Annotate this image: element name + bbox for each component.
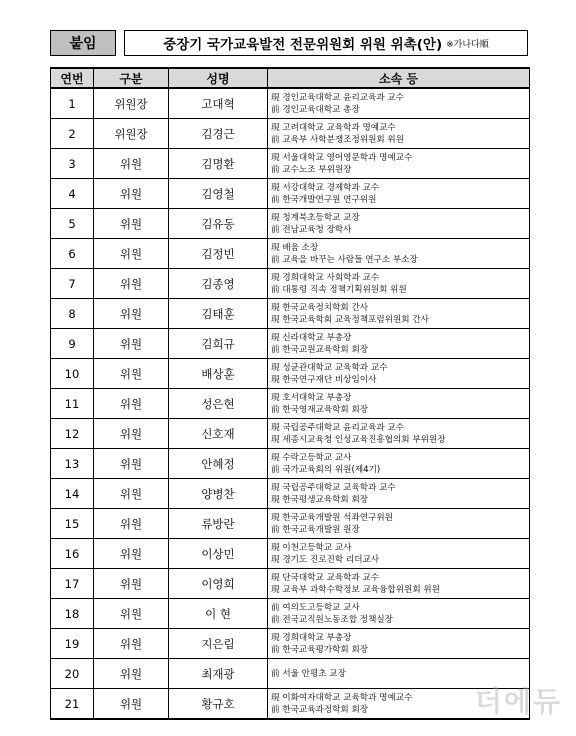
affiliation-line: 現 서울대학교 영어영문학과 명예교수 (271, 152, 413, 163)
cell-affiliation (268, 269, 530, 299)
cell-affiliation (268, 539, 530, 569)
document-title-box (124, 30, 528, 56)
cell-no: 6 (51, 239, 94, 269)
affiliation-line: 現 호서대학교 부총장 (271, 392, 352, 403)
affiliation-line: 現 교육부 과학수학정보 교육융합위원회 위원 (271, 584, 440, 595)
affiliation-line: 現 국립공주대학교 교육학과 교수 (271, 482, 396, 493)
cell-name: 김정빈 (169, 239, 268, 269)
attachment-badge: 붙임 (50, 30, 116, 56)
cell-no: 3 (51, 149, 94, 179)
cell-role: 위원 (94, 329, 169, 359)
table-row (51, 629, 530, 659)
table-row (51, 389, 530, 419)
cell-affiliation (268, 329, 530, 359)
cell-name: 고대혁 (169, 88, 268, 119)
cell-role: 위원 (94, 689, 169, 720)
table-body (51, 88, 530, 719)
affiliation-line: 現 세종시교육청 인성교육진흥협의회 부위원장 (271, 434, 446, 445)
column-header-name: 성명 (169, 68, 268, 88)
cell-no: 2 (51, 119, 94, 149)
affiliation-line: 前 한국교육평가학회 회장 (271, 644, 369, 655)
table-row (51, 239, 530, 269)
cell-no: 8 (51, 299, 94, 329)
affiliation-line: 現 고려대학교 교육학과 명예교수 (271, 122, 396, 133)
cell-role: 위원 (94, 239, 169, 269)
cell-affiliation (268, 149, 530, 179)
affiliation-line: 前 전남교육청 장학사 (271, 224, 352, 235)
cell-name: 지은림 (169, 629, 268, 659)
table-row (51, 479, 530, 509)
affiliation-line: 現 배움 소장 (271, 242, 319, 253)
cell-name: 양병찬 (169, 479, 268, 509)
cell-name: 김영철 (169, 179, 268, 209)
affiliation-line: 現 한국연구재단 비상임이사 (271, 374, 377, 385)
cell-no: 9 (51, 329, 94, 359)
affiliation-line: 現 청계북초등학교 교장 (271, 212, 360, 223)
committee-roster-table (50, 67, 530, 720)
table-row (51, 119, 530, 149)
affiliation-line: 前 국가교육회의 위원(제4기) (271, 464, 381, 475)
cell-no: 13 (51, 449, 94, 479)
column-header-no: 연번 (51, 68, 94, 88)
table-header-row (51, 68, 530, 88)
affiliation-line: 現 성균관대학교 교육학과 교수 (271, 362, 388, 373)
cell-affiliation (268, 509, 530, 539)
table-row (51, 689, 530, 720)
affiliation-line: 現 경기도 진로진학 리더교사 (271, 554, 380, 565)
cell-name: 류방란 (169, 509, 268, 539)
cell-name: 김종영 (169, 269, 268, 299)
table-row (51, 88, 530, 119)
table-row (51, 269, 530, 299)
cell-no: 11 (51, 389, 94, 419)
cell-affiliation (268, 389, 530, 419)
cell-name: 배상훈 (169, 359, 268, 389)
affiliation-line: 現 단국대학교 교육학과 교수 (271, 572, 380, 583)
cell-affiliation (268, 119, 530, 149)
table-row (51, 329, 530, 359)
affiliation-line: 前 경인교육대학교 총장 (271, 104, 360, 115)
cell-role: 위원 (94, 269, 169, 299)
cell-name: 김유동 (169, 209, 268, 239)
cell-name: 안혜정 (169, 449, 268, 479)
cell-no: 4 (51, 179, 94, 209)
affiliation-line: 前 교육을 바꾸는 사람들 연구소 부소장 (271, 254, 418, 265)
watermark-logo: 더에듀 (474, 685, 562, 718)
cell-role: 위원 (94, 629, 169, 659)
document-title: 중장기 국가교육발전 전문위원회 위원 위촉(안) (163, 37, 443, 53)
cell-affiliation (268, 419, 530, 449)
table-row (51, 449, 530, 479)
column-header-affiliation: 소속 등 (268, 68, 530, 88)
table-row (51, 599, 530, 629)
cell-name: 김명환 (169, 149, 268, 179)
cell-affiliation (268, 359, 530, 389)
table-row (51, 659, 530, 689)
cell-role: 위원 (94, 179, 169, 209)
affiliation-line: 前 한국개발연구원 연구위원 (271, 194, 377, 205)
affiliation-line: 前 전국교직원노동조합 정책실장 (271, 614, 393, 625)
affiliation-line: 現 국립공주대학교 윤리교육과 교수 (271, 422, 405, 433)
table-row (51, 209, 530, 239)
cell-role: 위원 (94, 599, 169, 629)
affiliation-line: 前 여의도고등학교 교사 (271, 602, 360, 613)
cell-no: 5 (51, 209, 94, 239)
cell-affiliation (268, 209, 530, 239)
table-row (51, 539, 530, 569)
cell-name: 김희규 (169, 329, 268, 359)
cell-role: 위원 (94, 449, 169, 479)
affiliation-line: 現 한국평생교육학회 회장 (271, 494, 369, 505)
cell-affiliation (268, 629, 530, 659)
cell-name: 성은현 (169, 389, 268, 419)
affiliation-line: 前 교육부 사학분쟁조정위원회 위원 (271, 134, 405, 145)
cell-role: 위원 (94, 389, 169, 419)
cell-role: 위원 (94, 479, 169, 509)
cell-role: 위원 (94, 659, 169, 689)
affiliation-line: 現 한국교육학회 교육정책포럼위원회 간사 (271, 314, 429, 325)
cell-name: 이 현 (169, 599, 268, 629)
cell-no: 12 (51, 419, 94, 449)
affiliation-line: 現 한국교육개발원 석좌연구위원 (271, 512, 393, 523)
affiliation-line: 前 한국영재교육학회 회장 (271, 404, 369, 415)
table-row (51, 359, 530, 389)
cell-affiliation (268, 299, 530, 329)
cell-no: 10 (51, 359, 94, 389)
cell-name: 김태훈 (169, 299, 268, 329)
cell-no: 17 (51, 569, 94, 599)
cell-affiliation (268, 449, 530, 479)
cell-name: 이영희 (169, 569, 268, 599)
sort-note: ※가나다順 (446, 39, 489, 50)
affiliation-line: 現 이천고등학교 교사 (271, 542, 352, 553)
cell-affiliation (268, 88, 530, 119)
affiliation-line: 前 한국교원교육학회 회장 (271, 344, 369, 355)
table-row (51, 179, 530, 209)
cell-role: 위원 (94, 209, 169, 239)
affiliation-line: 現 경인교육대학교 윤리교육과 교수 (271, 92, 405, 103)
cell-affiliation (268, 179, 530, 209)
cell-role: 위원 (94, 419, 169, 449)
cell-role: 위원장 (94, 88, 169, 119)
table-row (51, 149, 530, 179)
cell-affiliation (268, 479, 530, 509)
table-row (51, 299, 530, 329)
affiliation-line: 現 수락고등학교 교사 (271, 452, 352, 463)
cell-role: 위원 (94, 569, 169, 599)
cell-name: 신호재 (169, 419, 268, 449)
cell-role: 위원 (94, 299, 169, 329)
document-header (50, 30, 528, 58)
cell-role: 위원장 (94, 119, 169, 149)
cell-no: 1 (51, 88, 94, 119)
cell-no: 14 (51, 479, 94, 509)
cell-no: 21 (51, 689, 94, 720)
cell-affiliation (268, 599, 530, 629)
table-row (51, 419, 530, 449)
affiliation-line: 前 한국교육과정학회 회장 (271, 704, 369, 715)
affiliation-line: 現 한국교육정치학회 간사 (271, 302, 369, 313)
cell-no: 16 (51, 539, 94, 569)
affiliation-line: 現 신라대학교 부총장 (271, 332, 352, 343)
table-row (51, 509, 530, 539)
cell-name: 이상민 (169, 539, 268, 569)
cell-no: 20 (51, 659, 94, 689)
cell-role: 위원 (94, 149, 169, 179)
cell-affiliation (268, 239, 530, 269)
affiliation-line: 現 서강대학교 경제학과 교수 (271, 182, 380, 193)
column-header-role: 구분 (94, 68, 169, 88)
cell-name: 김경근 (169, 119, 268, 149)
affiliation-line: 前 교수노조 부위원장 (271, 164, 352, 175)
cell-no: 15 (51, 509, 94, 539)
cell-name: 최재광 (169, 659, 268, 689)
affiliation-line: 前 대통령 직속 정책기획위원회 위원 (271, 284, 407, 295)
cell-no: 19 (51, 629, 94, 659)
cell-name: 황규호 (169, 689, 268, 720)
cell-role: 위원 (94, 539, 169, 569)
cell-role: 위원 (94, 509, 169, 539)
affiliation-line: 現 경희대학교 사회학과 교수 (271, 272, 380, 283)
affiliation-line: 現 경희대학교 부총장 (271, 632, 352, 643)
cell-role: 위원 (94, 359, 169, 389)
affiliation-line: 前 서울 안평초 교장 (271, 668, 346, 679)
table-row (51, 569, 530, 599)
cell-no: 18 (51, 599, 94, 629)
cell-no: 7 (51, 269, 94, 299)
cell-affiliation (268, 569, 530, 599)
affiliation-line: 前 한국교육개발원 원장 (271, 524, 360, 535)
affiliation-line: 現 이화여자대학교 교육학과 명예교수 (271, 692, 413, 703)
